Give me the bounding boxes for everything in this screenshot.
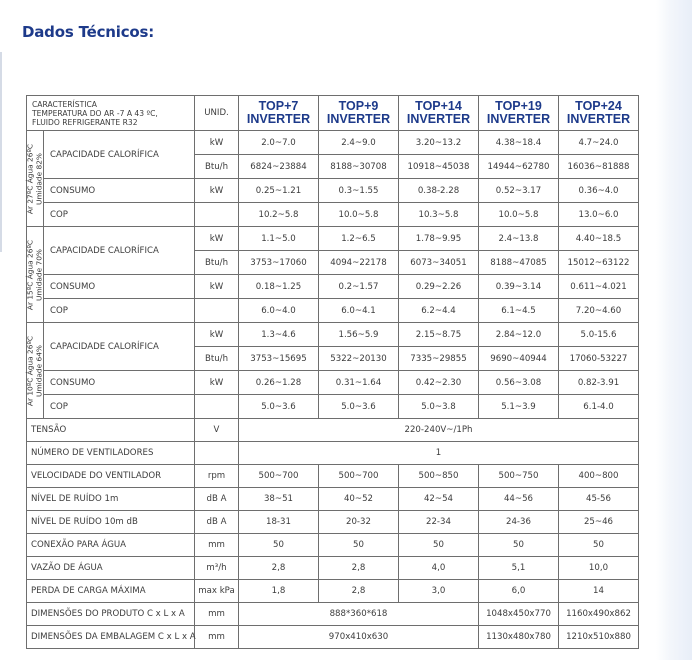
value-cell: 50 (239, 534, 319, 557)
value-cell: 17060-53227 (559, 347, 639, 371)
technical-data-table (26, 95, 639, 649)
condition-line: Umidade 82% (34, 152, 43, 205)
value-cell: 1.2~6.5 (319, 227, 399, 251)
table-row-noise-10m (27, 511, 639, 534)
condition-line: Ar 15ºC Água 26ºC (25, 239, 35, 310)
value-cell: 4.38~18.4 (479, 131, 559, 155)
value-cell: 42~54 (399, 488, 479, 511)
row-label-consumption: CONSUMO (44, 371, 195, 395)
value-cell: 2.4~13.8 (479, 227, 559, 251)
model-name: TOP+7 (258, 99, 299, 113)
model-header-top24 (559, 96, 639, 131)
condition-line: Umidade 64% (34, 344, 43, 397)
table-row-water-connection (27, 534, 639, 557)
value-cell: 1,8 (239, 580, 319, 603)
table-row-fan-speed (27, 465, 639, 488)
unit-cell: kW (195, 179, 239, 203)
value-cell: 7.20~4.60 (559, 299, 639, 323)
value-cell: 14 (559, 580, 639, 603)
condition-line: Ar 10ºC Água 26ºC (25, 335, 35, 406)
unit-cell: kW (195, 323, 239, 347)
value-cell: 4,0 (399, 557, 479, 580)
condition-label-ar27 (27, 131, 44, 227)
table-row (27, 179, 639, 203)
model-name: TOP+19 (495, 99, 542, 113)
value-cell: 1210x510x880 (559, 626, 639, 649)
value-cell: 0.36~4.0 (559, 179, 639, 203)
value-cell: 1.78~9.95 (399, 227, 479, 251)
value-cell: 0.42~2.30 (399, 371, 479, 395)
table-row (27, 395, 639, 419)
value-cell: 45-56 (559, 488, 639, 511)
value-cell: 3753~17060 (239, 251, 319, 275)
value-cell: 0.25~1.21 (239, 179, 319, 203)
model-variant: INVERTER (486, 112, 551, 126)
value-cell: 3753~15695 (239, 347, 319, 371)
row-label-cop: COP (44, 203, 195, 227)
table-row (27, 371, 639, 395)
value-cell: 3,0 (399, 580, 479, 603)
unit-cell: dB A (195, 511, 239, 534)
table-row-water-flow (27, 557, 639, 580)
value-cell: 1130x480x780 (479, 626, 559, 649)
value-cell: 1.3~4.6 (239, 323, 319, 347)
row-label-noise-10m: NÍVEL DE RUÍDO 10m dB (27, 511, 195, 534)
unit-cell: dB A (195, 488, 239, 511)
value-cell: 4.40~18.5 (559, 227, 639, 251)
unit-cell: mm (195, 626, 239, 649)
model-variant: INVERTER (246, 112, 311, 126)
row-label-cop: COP (44, 395, 195, 419)
unit-cell: rpm (195, 465, 239, 488)
value-cell: 2.0~7.0 (239, 131, 319, 155)
value-cell: 6073~34051 (399, 251, 479, 275)
unit-cell: kW (195, 131, 239, 155)
table-row (27, 323, 639, 347)
row-label-capacity: CAPACIDADE CALORÍFICA (44, 323, 195, 371)
unit-cell (195, 395, 239, 419)
value-cell: 10.0~5.8 (479, 203, 559, 227)
value-cell: 0.39~3.14 (479, 275, 559, 299)
table-row-fans (27, 442, 639, 465)
row-label-fans: NÚMERO DE VENTILADORES (27, 442, 195, 465)
value-cell: 0.2~1.57 (319, 275, 399, 299)
model-header-top19 (479, 96, 559, 131)
row-label-cop: COP (44, 299, 195, 323)
row-label-package-dimensions: DIMENSÕES DA EMBALAGEM C x L x A (27, 626, 195, 649)
table-row-product-dimensions (27, 603, 639, 626)
table-row (27, 275, 639, 299)
page-heading: Dados Técnicos: (22, 23, 155, 41)
value-cell: 4.7~24.0 (559, 131, 639, 155)
value-cell: 1048x450x770 (479, 603, 559, 626)
unit-cell: V (195, 419, 239, 442)
table-row-package-dimensions (27, 626, 639, 649)
unit-cell: Btu/h (195, 251, 239, 275)
value-cell: 2,8 (239, 557, 319, 580)
unit-cell (195, 442, 239, 465)
refrigerant-note: FLUIDO REFRIGERANTE R32 (32, 117, 138, 127)
table-row (27, 227, 639, 251)
value-cell: 13.0~6.0 (559, 203, 639, 227)
value-cell: 500~850 (399, 465, 479, 488)
unit-cell (195, 299, 239, 323)
value-cell: 0.26~1.28 (239, 371, 319, 395)
value-cell: 50 (479, 534, 559, 557)
condition-line: Umidade 70% (34, 248, 43, 301)
value-cell: 10.3~5.8 (399, 203, 479, 227)
characteristic-title: CARACTERÍSTICA (32, 99, 97, 109)
value-cell: 10918~45038 (399, 155, 479, 179)
value-cell: 500~700 (319, 465, 399, 488)
row-label-product-dimensions: DIMENSÕES DO PRODUTO C x L x A (27, 603, 195, 626)
condition-line: Ar 27ºC Água 26ºC (25, 143, 35, 214)
table-row-voltage (27, 419, 639, 442)
value-cell: 5.0-15.6 (559, 323, 639, 347)
value-cell: 6.2~4.4 (399, 299, 479, 323)
left-edge-rule (0, 52, 2, 252)
value-cell: 4094~22178 (319, 251, 399, 275)
characteristic-header (27, 96, 195, 131)
value-cell: 40~52 (319, 488, 399, 511)
value-cell: 50 (399, 534, 479, 557)
row-label-fan-speed: VELOCIDADE DO VENTILADOR (27, 465, 195, 488)
unit-header: UNID. (195, 96, 239, 131)
unit-cell: m³/h (195, 557, 239, 580)
model-name: TOP+14 (415, 99, 462, 113)
value-cell: 1 (239, 442, 639, 465)
condition-label-ar15 (27, 227, 44, 323)
value-cell: 24-36 (479, 511, 559, 534)
row-label-water-connection: CONEXÃO PARA ÁGUA (27, 534, 195, 557)
value-cell: 0.56~3.08 (479, 371, 559, 395)
value-cell: 6.1-4.0 (559, 395, 639, 419)
unit-cell (195, 203, 239, 227)
value-cell: 5322~20130 (319, 347, 399, 371)
value-cell: 2.84~12.0 (479, 323, 559, 347)
value-cell: 0.3~1.55 (319, 179, 399, 203)
value-cell: 14944~62780 (479, 155, 559, 179)
value-cell: 888*360*618 (239, 603, 479, 626)
unit-cell: kW (195, 371, 239, 395)
value-cell: 500~750 (479, 465, 559, 488)
value-cell: 38~51 (239, 488, 319, 511)
row-label-consumption: CONSUMO (44, 275, 195, 299)
temperature-range-note: TEMPERATURA DO AR -7 A 43 ºC, (32, 108, 158, 118)
value-cell: 2,8 (319, 580, 399, 603)
value-cell: 400~800 (559, 465, 639, 488)
value-cell: 0.611~4.021 (559, 275, 639, 299)
value-cell: 10.2~5.8 (239, 203, 319, 227)
value-cell: 1.1~5.0 (239, 227, 319, 251)
right-edge-panel (656, 0, 692, 660)
value-cell: 0.38-2.28 (399, 179, 479, 203)
value-cell: 2,8 (319, 557, 399, 580)
value-cell: 9690~40944 (479, 347, 559, 371)
value-cell: 50 (559, 534, 639, 557)
value-cell: 10.0~5.8 (319, 203, 399, 227)
value-cell: 1.56~5.9 (319, 323, 399, 347)
value-cell: 15012~63122 (559, 251, 639, 275)
value-cell: 6.1~4.5 (479, 299, 559, 323)
value-cell: 6,0 (479, 580, 559, 603)
value-cell: 18-31 (239, 511, 319, 534)
value-cell: 50 (319, 534, 399, 557)
row-label-consumption: CONSUMO (44, 179, 195, 203)
value-cell: 0.18~1.25 (239, 275, 319, 299)
table-header-row (27, 96, 639, 131)
row-label-capacity: CAPACIDADE CALORÍFICA (44, 227, 195, 275)
table-row (27, 203, 639, 227)
value-cell: 20-32 (319, 511, 399, 534)
value-cell: 2.4~9.0 (319, 131, 399, 155)
model-header-top7 (239, 96, 319, 131)
value-cell: 44~56 (479, 488, 559, 511)
value-cell: 0.31~1.64 (319, 371, 399, 395)
value-cell: 970x410x630 (239, 626, 479, 649)
value-cell: 22-34 (399, 511, 479, 534)
value-cell: 3.20~13.2 (399, 131, 479, 155)
value-cell: 5.1~3.9 (479, 395, 559, 419)
value-cell: 0.52~3.17 (479, 179, 559, 203)
value-cell: 6824~23884 (239, 155, 319, 179)
model-name: TOP+9 (338, 99, 379, 113)
value-cell: 7335~29855 (399, 347, 479, 371)
unit-cell: max kPa (195, 580, 239, 603)
table-row-noise-1m (27, 488, 639, 511)
value-cell: 220-240V~/1Ph (239, 419, 639, 442)
model-name: TOP+24 (575, 99, 622, 113)
value-cell: 8188~47085 (479, 251, 559, 275)
table-row (27, 299, 639, 323)
row-label-noise-1m: NÍVEL DE RUÍDO 1m (27, 488, 195, 511)
model-variant: INVERTER (406, 112, 471, 126)
unit-cell: Btu/h (195, 347, 239, 371)
row-label-capacity: CAPACIDADE CALORÍFICA (44, 131, 195, 179)
value-cell: 10,0 (559, 557, 639, 580)
model-variant: INVERTER (326, 112, 391, 126)
unit-cell: Btu/h (195, 155, 239, 179)
value-cell: 1160x490x862 (559, 603, 639, 626)
value-cell: 6.0~4.1 (319, 299, 399, 323)
value-cell: 0.29~2.26 (399, 275, 479, 299)
row-label-voltage: TENSÃO (27, 419, 195, 442)
row-label-water-flow: VAZÃO DE ÁGUA (27, 557, 195, 580)
model-header-top9 (319, 96, 399, 131)
value-cell: 16036~81888 (559, 155, 639, 179)
value-cell: 2.15~8.75 (399, 323, 479, 347)
model-variant: INVERTER (566, 112, 631, 126)
table-row (27, 131, 639, 155)
value-cell: 25~46 (559, 511, 639, 534)
value-cell: 5.0~3.8 (399, 395, 479, 419)
condition-label-ar10 (27, 323, 44, 419)
value-cell: 5.0~3.6 (319, 395, 399, 419)
value-cell: 0.82-3.91 (559, 371, 639, 395)
unit-cell: kW (195, 227, 239, 251)
value-cell: 8188~30708 (319, 155, 399, 179)
model-header-top14 (399, 96, 479, 131)
value-cell: 500~700 (239, 465, 319, 488)
value-cell: 6.0~4.0 (239, 299, 319, 323)
unit-cell: mm (195, 534, 239, 557)
unit-cell: kW (195, 275, 239, 299)
value-cell: 5.0~3.6 (239, 395, 319, 419)
value-cell: 5,1 (479, 557, 559, 580)
row-label-pressure-loss: PERDA DE CARGA MÁXIMA (27, 580, 195, 603)
unit-cell: mm (195, 603, 239, 626)
table-row-pressure-loss (27, 580, 639, 603)
